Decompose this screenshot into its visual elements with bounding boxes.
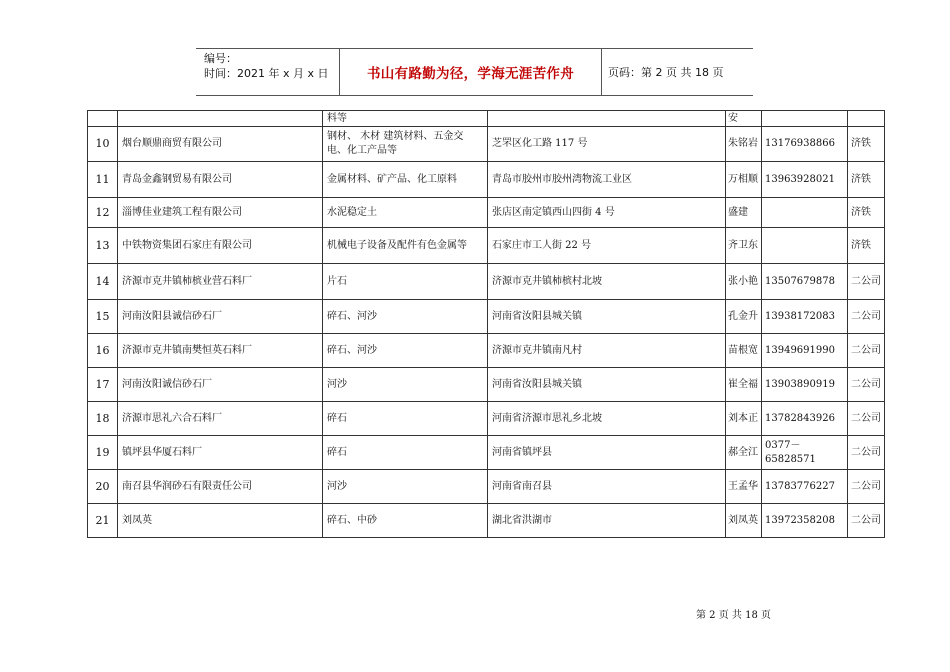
motto: 书山有路勤为径，学海无涯苦作舟 — [340, 49, 602, 95]
table-row — [88, 228, 885, 264]
cell-contact: 苗根宽 — [726, 334, 762, 368]
cell-product: 河沙 — [323, 470, 488, 504]
header-meta — [196, 49, 340, 95]
cell-address: 芝罘区化工路 117 号 — [488, 127, 726, 162]
cell-group: 二公司 — [848, 436, 885, 470]
cell-product: 钢材、 木材 建筑材料、五金交电、化工产品等 — [323, 127, 488, 162]
cell-no: 21 — [88, 504, 118, 538]
cell-product: 碎石 — [323, 402, 488, 436]
cell-product: 碎石、中砂 — [323, 504, 488, 538]
cell-product: 片石 — [323, 264, 488, 300]
cell-contact: 刘凤英 — [726, 504, 762, 538]
cell-address: 河南省镇坪县 — [488, 436, 726, 470]
cell-name: 刘凤英 — [118, 504, 323, 538]
cell-contact: 齐卫东 — [726, 228, 762, 264]
cell-phone: 13507679878 — [762, 264, 848, 300]
cell-group: 二公司 — [848, 300, 885, 334]
time-label: 时间：2021 年 x 月 x 日 — [204, 67, 329, 80]
table-row — [88, 504, 885, 538]
cell-address: 河南省汝阳县城关镇 — [488, 368, 726, 402]
cell-name: 济源市思礼六合石料厂 — [118, 402, 323, 436]
cell-phone: 0377－65828571 — [762, 436, 848, 470]
cell-address: 济源市克井镇柿槟村北坡 — [488, 264, 726, 300]
cell-product: 碎石、河沙 — [323, 300, 488, 334]
cell-no: 16 — [88, 334, 118, 368]
table-row-continued — [88, 111, 885, 127]
cell-product: 河沙 — [323, 368, 488, 402]
cell-phone: 13963928021 — [762, 162, 848, 198]
cell-group: 二公司 — [848, 264, 885, 300]
cell-product: 碎石 — [323, 436, 488, 470]
table-row — [88, 402, 885, 436]
cell-name — [118, 111, 323, 127]
cell-product: 料等 — [323, 111, 488, 127]
cell-no: 11 — [88, 162, 118, 198]
table-row — [88, 127, 885, 162]
cell-group: 二公司 — [848, 334, 885, 368]
cell-name: 济源市克井镇柿槟业营石料厂 — [118, 264, 323, 300]
cell-phone — [762, 198, 848, 228]
cell-phone — [762, 228, 848, 264]
cell-contact: 盛建 — [726, 198, 762, 228]
cell-name: 南召县华润砂石有限责任公司 — [118, 470, 323, 504]
cell-group — [848, 111, 885, 127]
cell-address: 湖北省洪湖市 — [488, 504, 726, 538]
cell-contact: 王孟华 — [726, 470, 762, 504]
cell-name: 镇坪县华厦石料厂 — [118, 436, 323, 470]
cell-phone: 13176938866 — [762, 127, 848, 162]
cell-group: 济铁 — [848, 228, 885, 264]
cell-address: 济源市克井镇南凡村 — [488, 334, 726, 368]
cell-phone: 13949691990 — [762, 334, 848, 368]
cell-group: 二公司 — [848, 470, 885, 504]
table-row — [88, 264, 885, 300]
cell-name: 烟台顺鼎商贸有限公司 — [118, 127, 323, 162]
cell-contact: 崔全福 — [726, 368, 762, 402]
cell-group: 济铁 — [848, 162, 885, 198]
cell-contact: 孔金升 — [726, 300, 762, 334]
cell-name: 中铁物资集团石家庄有限公司 — [118, 228, 323, 264]
cell-name: 淄博佳业建筑工程有限公司 — [118, 198, 323, 228]
cell-no: 20 — [88, 470, 118, 504]
cell-address: 青岛市胶州市胶州湾物流工业区 — [488, 162, 726, 198]
table-row — [88, 436, 885, 470]
cell-name: 济源市克井镇南樊恒英石料厂 — [118, 334, 323, 368]
cell-address: 张店区南定镇西山四街 4 号 — [488, 198, 726, 228]
page-header — [196, 48, 753, 96]
cell-no — [88, 111, 118, 127]
cell-no: 15 — [88, 300, 118, 334]
cell-no: 14 — [88, 264, 118, 300]
cell-product: 金属材料、矿产品、化工原料 — [323, 162, 488, 198]
cell-name: 河南汝阳县诚信砂石厂 — [118, 300, 323, 334]
cell-phone: 13903890919 — [762, 368, 848, 402]
supplier-table — [87, 110, 885, 538]
cell-phone: 13972358208 — [762, 504, 848, 538]
page-footer: 第 2 页 共 18 页 — [696, 610, 771, 621]
cell-no: 18 — [88, 402, 118, 436]
cell-name: 青岛金鑫钢贸易有限公司 — [118, 162, 323, 198]
cell-product: 碎石、河沙 — [323, 334, 488, 368]
cell-product: 机械电子设备及配件有色金属等 — [323, 228, 488, 264]
cell-no: 10 — [88, 127, 118, 162]
page-label: 页码：第 2 页 共 18 页 — [608, 66, 724, 79]
cell-group: 二公司 — [848, 402, 885, 436]
cell-no: 13 — [88, 228, 118, 264]
cell-contact: 郝全江 — [726, 436, 762, 470]
cell-contact: 朱铭岩 — [726, 127, 762, 162]
cell-contact: 万相顺 — [726, 162, 762, 198]
cell-product: 水泥稳定土 — [323, 198, 488, 228]
cell-contact: 张小艳 — [726, 264, 762, 300]
cell-group: 济铁 — [848, 127, 885, 162]
cell-group: 二公司 — [848, 368, 885, 402]
cell-phone: 13938172083 — [762, 300, 848, 334]
table-row — [88, 470, 885, 504]
cell-name: 河南汝阳诚信砂石厂 — [118, 368, 323, 402]
cell-no: 17 — [88, 368, 118, 402]
cell-address: 河南省南召县 — [488, 470, 726, 504]
code-label: 编号： — [204, 52, 237, 65]
cell-phone — [762, 111, 848, 127]
table-row — [88, 334, 885, 368]
cell-contact: 刘本正 — [726, 402, 762, 436]
table-row — [88, 198, 885, 228]
cell-address: 石家庄市工人街 22 号 — [488, 228, 726, 264]
table-row — [88, 368, 885, 402]
cell-address: 河南省汝阳县城关镇 — [488, 300, 726, 334]
cell-no: 12 — [88, 198, 118, 228]
table-body — [88, 111, 885, 538]
cell-group: 二公司 — [848, 504, 885, 538]
cell-phone: 13782843926 — [762, 402, 848, 436]
cell-no: 19 — [88, 436, 118, 470]
cell-address: 河南省济源市思礼乡北坡 — [488, 402, 726, 436]
cell-phone: 13783776227 — [762, 470, 848, 504]
table-row — [88, 162, 885, 198]
cell-contact: 安 — [726, 111, 762, 127]
table-row — [88, 300, 885, 334]
cell-address — [488, 111, 726, 127]
cell-group: 济铁 — [848, 198, 885, 228]
